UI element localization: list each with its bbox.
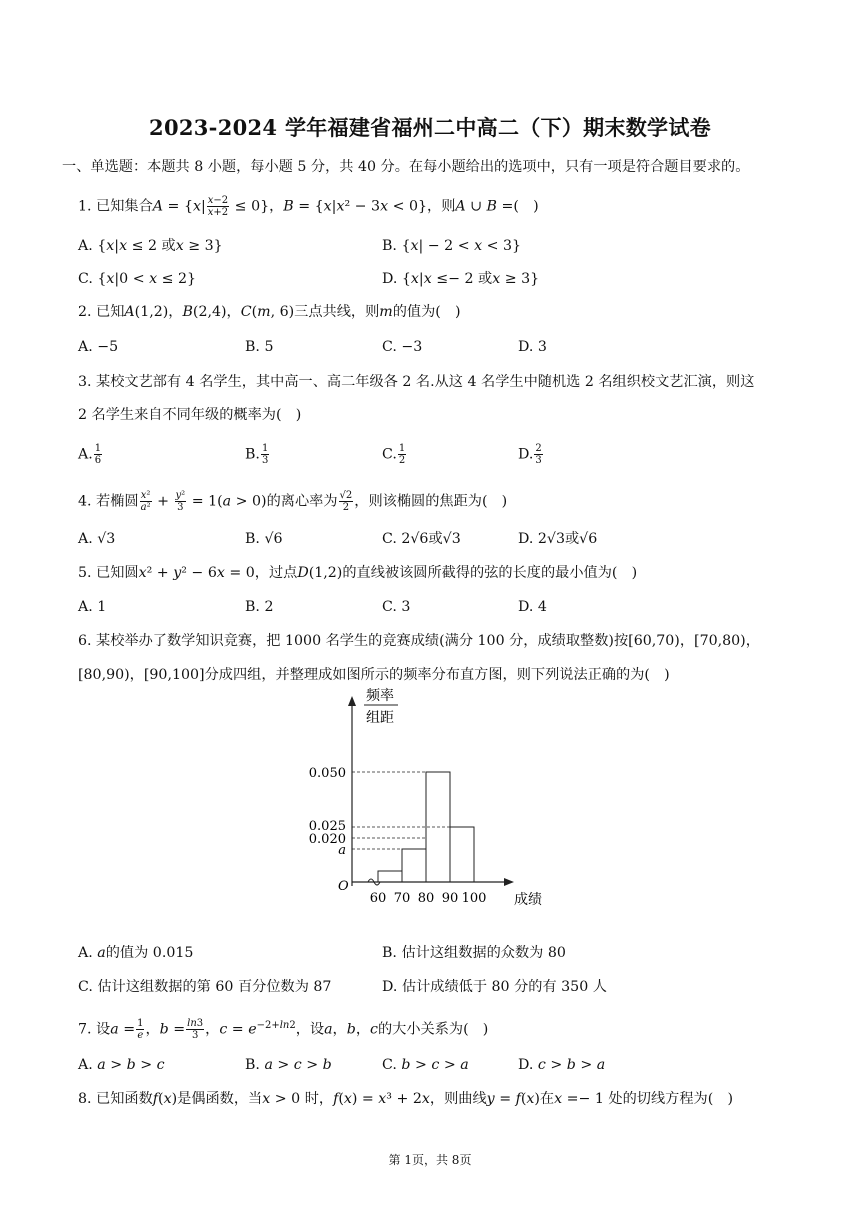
question-1-option-a: A. {𝑥|𝑥 ≤ 2 或𝑥 ≥ 3} bbox=[78, 238, 223, 254]
question-5-option-b: B. 2 bbox=[245, 599, 274, 615]
y-axis-label-bottom: 组距 bbox=[366, 710, 394, 726]
question-7-option-d: D. 𝑐 > 𝑏 > 𝑎 bbox=[518, 1057, 606, 1073]
question-3-option-d: D. $\frac{2}{3}$ bbox=[518, 443, 542, 466]
question-4-option-a: A. √3 bbox=[78, 531, 116, 547]
y-tick-label: 0.025 bbox=[308, 819, 346, 834]
y-tick-label: 0.050 bbox=[308, 766, 346, 781]
y-axis-arrow bbox=[348, 696, 356, 706]
question-2-option-b: B. 5 bbox=[245, 339, 274, 355]
question-3-stem-line2: 2 名学生来自不同年级的概率为( ) bbox=[78, 407, 302, 423]
histogram-bar-70-80 bbox=[402, 849, 426, 882]
x-tick-label: 100 bbox=[461, 891, 487, 906]
page-footer: 第 1页，共 8页 bbox=[388, 1153, 472, 1167]
question-2-option-c: C. −3 bbox=[382, 339, 423, 355]
question-1-option-b: B. {𝑥| − 2 < 𝑥 < 3} bbox=[382, 238, 522, 254]
question-7-option-a: A. 𝑎 > 𝑏 > 𝑐 bbox=[78, 1057, 165, 1073]
question-1-stem: 1. 已知集合𝐴 = {𝑥| $\frac{\text{𝑥−2}}{\text{𝑥+2}}$ ≤ 0}，𝐵 = {𝑥|𝑥² − 3𝑥 < 0}，则𝐴 ∪ 𝐵 =( ) bbox=[78, 195, 539, 218]
question-7-option-c: C. 𝑏 > 𝑐 > 𝑎 bbox=[382, 1057, 469, 1073]
x-tick-label: 80 bbox=[417, 891, 435, 906]
question-6-option-b: B. 估计这组数据的众数为 80 bbox=[382, 945, 566, 961]
histogram-bar-90-100 bbox=[450, 827, 474, 882]
question-1-option-d: D. {𝑥|𝑥 ≤− 2 或𝑥 ≥ 3} bbox=[382, 271, 540, 287]
question-2-option-d: D. 3 bbox=[518, 339, 547, 355]
question-6-stem-line1: 6. 某校举办了数学知识竞赛，把 1000 名学生的竞赛成绩(满分 100 分，成绩取整数)按[60,70)，[70,80)， bbox=[78, 633, 760, 649]
x-tick-label: 90 bbox=[441, 891, 459, 906]
question-5-stem: 5. 已知圆𝑥² + 𝑦² − 6𝑥 = 0，过点𝐷(1,2)的直线被该圆所截得的弦的长度的最小值为( ) bbox=[78, 565, 638, 581]
x-axis-label: 成绩 bbox=[514, 892, 542, 908]
question-5-option-c: C. 3 bbox=[382, 599, 411, 615]
question-4-option-b: B. √6 bbox=[245, 531, 283, 547]
page-title: 2023-2024 学年福建省福州二中高二（下）期末数学试卷 bbox=[149, 115, 711, 140]
frequency-histogram bbox=[300, 684, 560, 914]
y-tick-label: 𝑎 bbox=[338, 843, 346, 858]
x-tick-label: 70 bbox=[393, 891, 411, 906]
question-4-option-d: D. 2√3或√6 bbox=[518, 531, 598, 547]
question-6-option-c: C. 估计这组数据的第 60 百分位数为 87 bbox=[78, 979, 332, 995]
fraction: $\frac{\text{𝑥−2}}{\text{𝑥+2}}$ bbox=[207, 195, 229, 218]
question-8-stem: 8. 已知函数𝑓(𝑥)是偶函数，当𝑥 > 0 时，𝑓(𝑥) = 𝑥³ + 2𝑥，则曲线𝑦 = 𝑓(𝑥)在𝑥 =− 1 处的切线方程为( ) bbox=[78, 1091, 734, 1107]
x-tick-label: 60 bbox=[369, 891, 387, 906]
section-heading: 一、单选题：本题共 8 小题，每小题 5 分，共 40 分。在每小题给出的选项中，只有一项是符合题目要求的。 bbox=[62, 159, 750, 175]
question-3-option-c: C. $\frac{1}{2}$ bbox=[382, 443, 406, 466]
question-2-option-a: A. −5 bbox=[78, 339, 119, 355]
question-3-stem-line1: 3. 某校文艺部有 4 名学生，其中高一、高二年级各 2 名.从这 4 名学生中随机选 2 名组织校文艺汇演，则这 bbox=[78, 374, 755, 390]
question-4-option-c: C. 2√6或√3 bbox=[382, 531, 461, 547]
question-3-option-a: A. $\frac{1}{6}$ bbox=[78, 443, 102, 466]
y-axis-label-top: 频率 bbox=[366, 688, 394, 704]
question-3-option-b: B. $\frac{1}{3}$ bbox=[245, 443, 269, 466]
question-6-stem-line2: [80,90)，[90,100]分成四组，并整理成如图所示的频率分布直方图，则下列说法正确的为( ) bbox=[78, 667, 670, 683]
question-5-option-d: D. 4 bbox=[518, 599, 547, 615]
question-2-stem: 2. 已知𝐴(1,2)，𝐵(2,4)，𝐶(𝑚, 6)三点共线，则𝑚的值为( ) bbox=[78, 304, 461, 320]
question-7-option-b: B. 𝑎 > 𝑐 > 𝑏 bbox=[245, 1057, 332, 1073]
question-6-option-d: D. 估计成绩低于 80 分的有 350 人 bbox=[382, 979, 607, 995]
question-6-option-a: A. 𝑎的值为 0.015 bbox=[78, 945, 194, 961]
x-axis-arrow bbox=[504, 878, 514, 886]
question-5-option-a: A. 1 bbox=[78, 599, 107, 615]
question-4-stem: 4. 若椭圆 $\frac{\text{𝑥²}}{\text{𝑎²}}$ + $\frac{\text{𝑦²}}{3}$ = 1(𝑎 > 0)的离心率为 $\frac{√2}{2}$ ，则该椭圆的焦距为( ) bbox=[78, 490, 508, 513]
histogram-bar-60-70 bbox=[378, 871, 402, 882]
question-1-option-c: C. {𝑥|0 < 𝑥 ≤ 2} bbox=[78, 271, 197, 287]
y-tick-label: 0.020 bbox=[308, 832, 346, 847]
origin-label: O bbox=[338, 879, 349, 894]
question-7-stem: 7. 设𝑎 = $\frac{1}{\text{𝑒}}$ ，𝑏 = $\frac{\text{𝑙𝑛3}}{3}$ ，𝑐 = 𝑒$^{-2+𝑙𝑛2}$，设𝑎，𝑏，𝑐的大小关系为( ) bbox=[78, 1018, 489, 1042]
